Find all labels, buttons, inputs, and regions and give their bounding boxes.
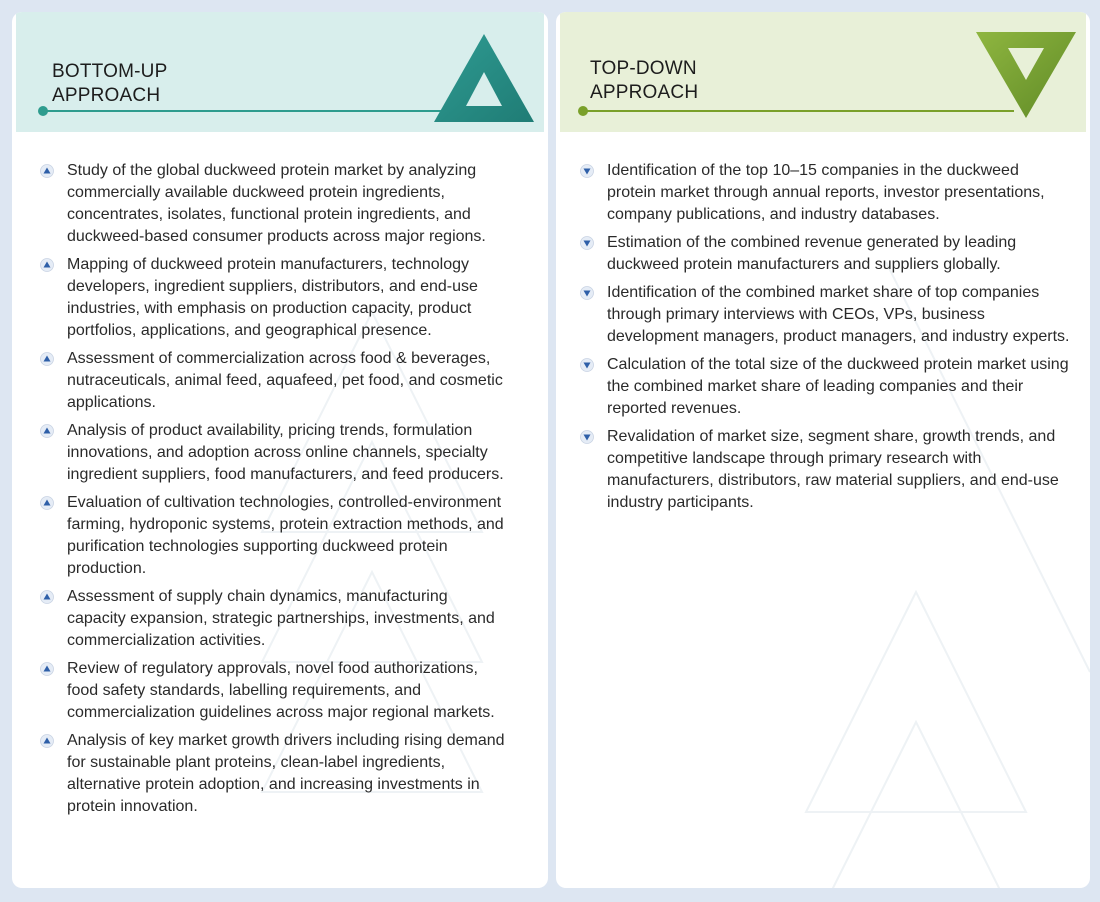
list-item <box>40 586 510 652</box>
list-item <box>580 232 1070 276</box>
list-item <box>580 426 1070 514</box>
list-item-text: Revalidation of market size, segment share, growth trends, and competitive landscape through primary research with manufacturers, distributors, raw material suppliers, and end-use industry participants. <box>607 428 1059 511</box>
bottom-up-header <box>16 12 544 132</box>
bullet-up-icon <box>40 164 54 178</box>
triangle-up-icon <box>432 32 536 124</box>
bullet-up-icon <box>40 662 54 676</box>
bullet-up-icon <box>40 496 54 510</box>
bullet-down-icon <box>580 164 594 178</box>
bullet-up-icon <box>40 352 54 366</box>
list-item <box>580 354 1070 420</box>
list-item-text: Evaluation of cultivation technologies, controlled-environment farming, hydroponic systems, protein extraction methods, and purification technologies supporting duckweed protein production. <box>67 494 504 577</box>
list-item <box>40 160 510 248</box>
bottom-up-title <box>52 60 167 108</box>
list-item <box>40 658 510 724</box>
list-item-text: Identification of the top 10–15 companies in the duckweed protein market through annual reports, investor presentations, company publications, and industry databases. <box>607 162 1045 223</box>
bottom-up-panel <box>12 12 548 888</box>
top-down-header <box>560 12 1086 132</box>
header-underline <box>42 110 472 112</box>
bullet-up-icon <box>40 734 54 748</box>
bottom-up-list <box>40 160 510 824</box>
triangle-down-icon <box>974 30 1078 120</box>
list-item-text: Identification of the combined market share of top companies through primary interviews with CEOs, VPs, business development managers, product managers, and industry experts. <box>607 284 1070 345</box>
list-item-text: Analysis of product availability, pricing trends, formulation innovations, and adoption across online channels, specialty ingredient suppliers, food manufacturers, and feed producers. <box>67 422 504 483</box>
bullet-up-icon <box>40 590 54 604</box>
bullet-down-icon <box>580 286 594 300</box>
list-item <box>580 160 1070 226</box>
top-down-list <box>580 160 1070 520</box>
top-down-title <box>590 57 698 105</box>
list-item <box>580 282 1070 348</box>
top-down-title-line-2: APPROACH <box>590 82 699 103</box>
top-down-panel <box>556 12 1090 888</box>
diagram-frame <box>2 2 1098 900</box>
bullet-up-icon <box>40 424 54 438</box>
list-item <box>40 492 510 580</box>
top-down-title-line-1: TOP-DOWN <box>590 58 697 79</box>
bullet-up-icon <box>40 258 54 272</box>
list-item-text: Calculation of the total size of the duckweed protein market using the combined market share of leading companies and their reported revenues. <box>607 356 1069 417</box>
list-item <box>40 254 510 342</box>
list-item-text: Assessment of supply chain dynamics, manufacturing capacity expansion, strategic partnerships, investments, and commercialization activities. <box>67 588 495 649</box>
header-underline <box>582 110 1014 112</box>
bottom-up-title-line-1: BOTTOM-UP <box>52 61 168 82</box>
list-item-text: Review of regulatory approvals, novel food authorizations, food safety standards, labelling requirements, and commercialization guidelines across major regional markets. <box>67 660 495 721</box>
bullet-down-icon <box>580 358 594 372</box>
list-item <box>40 420 510 486</box>
list-item-text: Analysis of key market growth drivers including rising demand for sustainable plant proteins, clean-label ingredients, alternative protein adoption, and increasing investments in protein innovation. <box>67 732 505 815</box>
list-item <box>40 348 510 414</box>
bullet-down-icon <box>580 430 594 444</box>
list-item-text: Study of the global duckweed protein market by analyzing commercially available duckweed protein ingredients, concentrates, isolates, functional protein ingredients, and duckweed-based consumer products across major regions. <box>67 162 486 245</box>
list-item-text: Assessment of commercialization across food & beverages, nutraceuticals, animal feed, aquafeed, pet food, and cosmetic applications. <box>67 350 503 411</box>
list-item <box>40 730 510 818</box>
bottom-up-title-line-2: APPROACH <box>52 85 161 106</box>
bullet-down-icon <box>580 236 594 250</box>
list-item-text: Estimation of the combined revenue generated by leading duckweed protein manufacturers and suppliers globally. <box>607 234 1017 273</box>
list-item-text: Mapping of duckweed protein manufacturers, technology developers, ingredient suppliers, distributors, and end-use industries, with emphasis on production capacity, product portfolios, applications, and geographical presence. <box>67 256 478 339</box>
